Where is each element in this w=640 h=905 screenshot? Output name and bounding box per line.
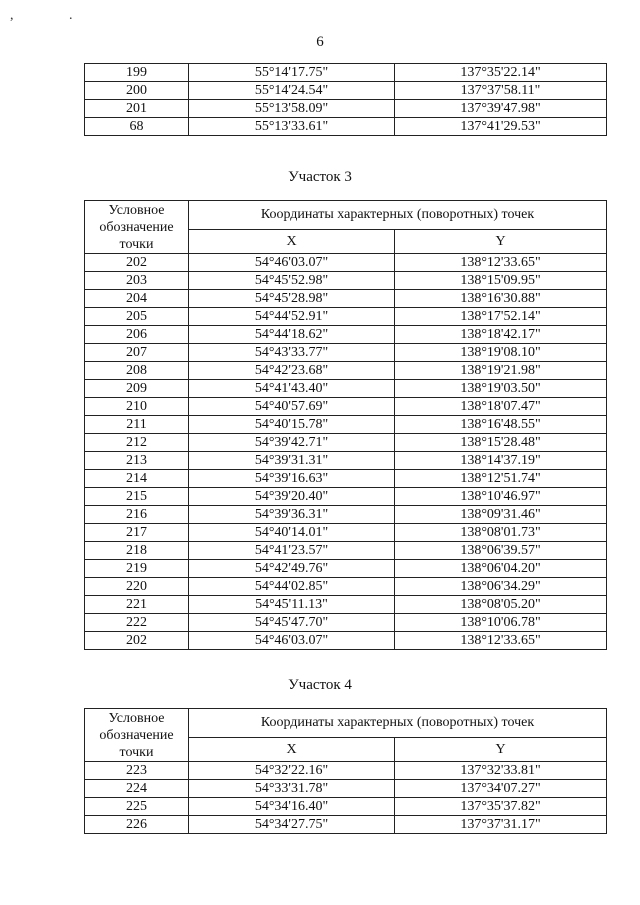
point-id-cell: 204 — [85, 290, 189, 308]
table-row — [85, 362, 607, 380]
point-id-cell: 213 — [85, 452, 189, 470]
point-id-cell: 217 — [85, 524, 189, 542]
y-coordinate-cell: 138°12'33.65" — [395, 632, 607, 650]
point-id-cell: 205 — [85, 308, 189, 326]
y-coordinate-cell: 137°39'47.98" — [395, 100, 607, 118]
table-row — [85, 488, 607, 506]
x-coordinate-cell: 55°14'24.54" — [189, 82, 395, 100]
table-row — [85, 452, 607, 470]
x-header: X — [189, 230, 395, 254]
point-id-cell: 221 — [85, 596, 189, 614]
y-coordinate-cell: 138°14'37.19" — [395, 452, 607, 470]
point-id-cell: 201 — [85, 100, 189, 118]
table-row — [85, 416, 607, 434]
x-coordinate-cell: 54°42'23.68" — [189, 362, 395, 380]
table-row — [85, 816, 607, 834]
x-coordinate-cell: 54°41'43.40" — [189, 380, 395, 398]
y-header: Y — [395, 738, 607, 762]
table-row — [85, 524, 607, 542]
x-coordinate-cell: 54°39'16.63" — [189, 470, 395, 488]
y-coordinate-cell: 138°16'48.55" — [395, 416, 607, 434]
table-row — [85, 762, 607, 780]
x-coordinate-cell: 54°46'03.07" — [189, 254, 395, 272]
point-label-header: Условное обозначение точки — [85, 709, 189, 762]
point-id-cell: 208 — [85, 362, 189, 380]
x-coordinate-cell: 55°13'58.09" — [189, 100, 395, 118]
y-coordinate-cell: 138°16'30.88" — [395, 290, 607, 308]
y-coordinate-cell: 137°34'07.27" — [395, 780, 607, 798]
x-coordinate-cell: 54°44'52.91" — [189, 308, 395, 326]
point-id-cell: 211 — [85, 416, 189, 434]
scan-marks: , . — [10, 8, 99, 23]
section-3-title: Участок 3 — [288, 169, 352, 185]
y-header: Y — [395, 230, 607, 254]
point-id-cell: 68 — [85, 118, 189, 136]
y-coordinate-cell: 137°35'22.14" — [395, 64, 607, 82]
table-row — [85, 380, 607, 398]
y-coordinate-cell: 138°09'31.46" — [395, 506, 607, 524]
x-coordinate-cell: 54°45'47.70" — [189, 614, 395, 632]
table-row — [85, 560, 607, 578]
table-row — [85, 434, 607, 452]
x-coordinate-cell: 54°45'11.13" — [189, 596, 395, 614]
y-coordinate-cell: 138°18'07.47" — [395, 398, 607, 416]
point-id-cell: 212 — [85, 434, 189, 452]
y-coordinate-cell: 138°06'04.20" — [395, 560, 607, 578]
y-coordinate-cell: 137°37'31.17" — [395, 816, 607, 834]
table-row — [85, 578, 607, 596]
table-row — [85, 614, 607, 632]
point-id-cell: 209 — [85, 380, 189, 398]
table-row — [85, 326, 607, 344]
y-coordinate-cell: 138°15'28.48" — [395, 434, 607, 452]
y-coordinate-cell: 138°10'46.97" — [395, 488, 607, 506]
table-row — [85, 118, 607, 136]
x-coordinate-cell: 54°39'42.71" — [189, 434, 395, 452]
point-id-cell: 216 — [85, 506, 189, 524]
table-row — [85, 470, 607, 488]
table-row — [85, 506, 607, 524]
x-coordinate-cell: 54°34'27.75" — [189, 816, 395, 834]
y-coordinate-cell: 137°32'33.81" — [395, 762, 607, 780]
coords-header: Координаты характерных (поворотных) точек — [189, 709, 607, 738]
table-row — [85, 64, 607, 82]
table-row — [85, 272, 607, 290]
y-coordinate-cell: 138°06'34.29" — [395, 578, 607, 596]
point-id-cell: 210 — [85, 398, 189, 416]
point-label-header: Условное обозначение точки — [85, 201, 189, 254]
point-id-cell: 219 — [85, 560, 189, 578]
point-id-cell: 218 — [85, 542, 189, 560]
x-coordinate-cell: 54°39'36.31" — [189, 506, 395, 524]
x-coordinate-cell: 55°13'33.61" — [189, 118, 395, 136]
section-4-title: Участок 4 — [288, 677, 352, 693]
point-id-cell: 226 — [85, 816, 189, 834]
y-coordinate-cell: 138°18'42.17" — [395, 326, 607, 344]
x-coordinate-cell: 54°45'28.98" — [189, 290, 395, 308]
y-coordinate-cell: 137°35'37.82" — [395, 798, 607, 816]
point-id-cell: 203 — [85, 272, 189, 290]
table-body — [85, 254, 607, 650]
y-coordinate-cell: 138°19'21.98" — [395, 362, 607, 380]
y-coordinate-cell: 138°10'06.78" — [395, 614, 607, 632]
point-id-cell: 222 — [85, 614, 189, 632]
table-row — [85, 596, 607, 614]
table-row — [85, 308, 607, 326]
x-coordinate-cell: 54°32'22.16" — [189, 762, 395, 780]
coords-header: Координаты характерных (поворотных) точек — [189, 201, 607, 230]
y-coordinate-cell: 138°17'52.14" — [395, 308, 607, 326]
x-coordinate-cell: 54°39'20.40" — [189, 488, 395, 506]
page-number: 6 — [316, 34, 324, 50]
y-coordinate-cell: 138°12'51.74" — [395, 470, 607, 488]
x-coordinate-cell: 54°34'16.40" — [189, 798, 395, 816]
point-id-cell: 224 — [85, 780, 189, 798]
point-id-cell: 207 — [85, 344, 189, 362]
point-id-cell: 225 — [85, 798, 189, 816]
table-row — [85, 344, 607, 362]
y-coordinate-cell: 138°06'39.57" — [395, 542, 607, 560]
table-row — [85, 632, 607, 650]
y-coordinate-cell: 137°37'58.11" — [395, 82, 607, 100]
y-coordinate-cell: 138°19'03.50" — [395, 380, 607, 398]
x-coordinate-cell: 54°45'52.98" — [189, 272, 395, 290]
y-coordinate-cell: 138°12'33.65" — [395, 254, 607, 272]
x-coordinate-cell: 55°14'17.75" — [189, 64, 395, 82]
x-coordinate-cell: 54°40'57.69" — [189, 398, 395, 416]
point-id-cell: 214 — [85, 470, 189, 488]
x-coordinate-cell: 54°41'23.57" — [189, 542, 395, 560]
table-row — [85, 254, 607, 272]
y-coordinate-cell: 138°08'01.73" — [395, 524, 607, 542]
table-row — [85, 100, 607, 118]
section-4-table — [84, 708, 607, 834]
x-coordinate-cell: 54°46'03.07" — [189, 632, 395, 650]
section-3-table — [84, 200, 607, 650]
x-coordinate-cell: 54°44'18.62" — [189, 326, 395, 344]
x-coordinate-cell: 54°42'49.76" — [189, 560, 395, 578]
y-coordinate-cell: 138°08'05.20" — [395, 596, 607, 614]
x-coordinate-cell: 54°44'02.85" — [189, 578, 395, 596]
x-coordinate-cell: 54°40'15.78" — [189, 416, 395, 434]
table-row — [85, 82, 607, 100]
table-row — [85, 290, 607, 308]
point-id-cell: 202 — [85, 632, 189, 650]
point-id-cell: 215 — [85, 488, 189, 506]
table-row — [85, 780, 607, 798]
point-id-cell: 220 — [85, 578, 189, 596]
table-row — [85, 798, 607, 816]
y-coordinate-cell: 138°19'08.10" — [395, 344, 607, 362]
x-coordinate-cell: 54°43'33.77" — [189, 344, 395, 362]
point-id-cell: 202 — [85, 254, 189, 272]
table-body — [85, 762, 607, 834]
table-body — [85, 64, 607, 136]
table-row — [85, 398, 607, 416]
y-coordinate-cell: 138°15'09.95" — [395, 272, 607, 290]
x-header: X — [189, 738, 395, 762]
table-row — [85, 542, 607, 560]
point-id-cell: 199 — [85, 64, 189, 82]
point-id-cell: 223 — [85, 762, 189, 780]
y-coordinate-cell: 137°41'29.53" — [395, 118, 607, 136]
point-id-cell: 200 — [85, 82, 189, 100]
x-coordinate-cell: 54°39'31.31" — [189, 452, 395, 470]
x-coordinate-cell: 54°33'31.78" — [189, 780, 395, 798]
x-coordinate-cell: 54°40'14.01" — [189, 524, 395, 542]
coordinates-table-continued — [84, 63, 607, 136]
point-id-cell: 206 — [85, 326, 189, 344]
